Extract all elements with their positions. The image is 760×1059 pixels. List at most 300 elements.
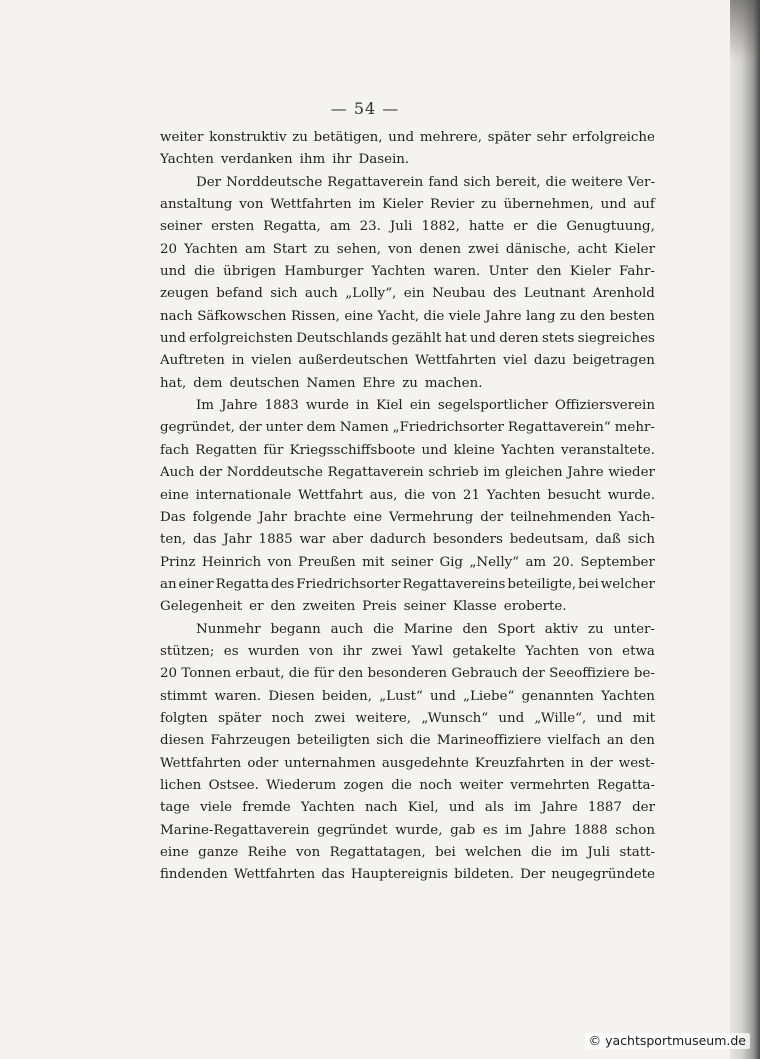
word: beiden, <box>321 688 373 704</box>
word: Ehre <box>362 375 396 391</box>
page-number: — 54 — <box>330 99 400 118</box>
word: Fahrzeugen <box>210 733 291 749</box>
word: fremde <box>242 800 291 816</box>
word: Fahr- <box>618 264 655 280</box>
word: Der <box>520 867 546 883</box>
page-edge-corner-shadow <box>730 0 760 60</box>
word: mehr- <box>614 420 655 436</box>
word: Preis <box>362 599 397 615</box>
word: eine <box>353 509 382 525</box>
word: eroberte. <box>503 599 567 615</box>
text-line <box>160 283 655 305</box>
word: unternahmen <box>284 755 376 771</box>
word: Juli <box>389 219 413 235</box>
word: nach <box>364 800 398 816</box>
word: und <box>421 442 448 458</box>
word: Genugtuung, <box>566 219 655 235</box>
text-line <box>160 395 655 417</box>
word: mit <box>362 554 385 570</box>
copyright-watermark: © yachtsportmuseum.de <box>585 1033 750 1049</box>
text-line <box>160 529 655 551</box>
word: hatte <box>468 219 505 235</box>
word: genannten <box>521 688 594 704</box>
word: Der <box>196 174 222 190</box>
word: betätigen, <box>313 130 383 145</box>
word: wurde <box>305 398 349 414</box>
word: später <box>218 710 262 726</box>
text-line <box>160 775 655 797</box>
word: Unter <box>488 264 529 280</box>
word: die <box>536 219 558 235</box>
word: zu <box>481 197 497 213</box>
word: Jahre <box>221 398 258 414</box>
word: bildeten. <box>454 867 514 883</box>
text-line <box>160 708 655 730</box>
word: Yawl <box>411 643 443 659</box>
word: Tonnen <box>181 666 232 682</box>
word: Regatten <box>195 442 258 458</box>
word: Namen <box>306 375 356 391</box>
word: Kieler <box>569 264 611 280</box>
word: besucht <box>547 487 601 503</box>
word: gezählt <box>391 331 442 347</box>
text-line <box>160 194 655 216</box>
word: einer <box>178 576 214 592</box>
word: Gelegenheit <box>160 599 243 615</box>
word: und <box>596 710 623 726</box>
word: wurden <box>247 643 300 659</box>
word: die <box>409 733 431 749</box>
word: ein <box>409 398 431 414</box>
word: besonders <box>433 532 503 548</box>
word: zwei <box>371 643 403 659</box>
word: „Liebe“ <box>463 688 515 704</box>
word: vielen <box>251 353 292 369</box>
word: Diesen <box>268 688 315 704</box>
word: west- <box>618 755 655 771</box>
word: und <box>498 710 525 726</box>
word: bereit, <box>495 174 541 190</box>
word: bedeutsam, <box>509 532 589 548</box>
word: ausgedehnte <box>381 755 469 771</box>
text-line <box>160 842 655 864</box>
word: von <box>239 197 264 213</box>
word: Yachten <box>525 643 580 659</box>
word: weitere, <box>355 710 412 726</box>
word: er <box>249 599 264 615</box>
word: Wettfahrten <box>233 867 316 883</box>
text-line <box>160 864 655 886</box>
word: Gebrauch <box>451 666 518 682</box>
word: von <box>308 643 334 659</box>
word: für <box>263 442 284 458</box>
word: be- <box>633 666 655 682</box>
word: aktiv <box>544 621 579 637</box>
word: weiter <box>160 130 204 145</box>
word: Wettfahrten <box>270 197 352 213</box>
word: 1885 <box>258 532 293 548</box>
word: am <box>329 219 351 235</box>
word: Klasse <box>452 599 497 615</box>
word: des <box>270 576 295 592</box>
word: wieder <box>608 465 655 481</box>
word: schon <box>615 822 655 838</box>
word: Wettfahrten <box>160 755 242 771</box>
word: Kieler <box>614 241 655 257</box>
word: Kieler <box>382 197 424 213</box>
word: diesen <box>160 733 205 749</box>
word: September <box>580 554 655 570</box>
word: 23. <box>359 219 381 235</box>
word: im <box>514 800 532 816</box>
word: beigetragen <box>572 353 655 369</box>
text-line <box>160 328 655 350</box>
word: seiner <box>403 599 446 615</box>
word: er <box>513 219 528 235</box>
word: in <box>356 398 369 414</box>
word: Namen <box>339 420 389 436</box>
text-line <box>160 797 655 819</box>
text-line <box>160 686 655 708</box>
word: am <box>244 241 266 257</box>
word: „Lust“ <box>379 688 423 704</box>
text-line <box>160 440 655 462</box>
word: später <box>487 130 531 145</box>
word: unter- <box>613 621 655 637</box>
word: dem <box>193 375 223 391</box>
word: zu <box>292 130 308 145</box>
word: in <box>570 755 584 771</box>
word: der <box>238 420 262 436</box>
text-line <box>160 619 655 641</box>
word: viel <box>503 353 528 369</box>
word: 20 <box>160 241 178 257</box>
word: das <box>193 532 217 548</box>
word: folgten <box>160 710 208 726</box>
word: der <box>480 509 504 525</box>
word: Wettfahrten <box>415 353 497 369</box>
word: den <box>338 666 364 682</box>
word: zweiten <box>302 599 356 615</box>
word: findenden <box>160 867 228 883</box>
word: Regattaverein <box>327 174 424 190</box>
text-line <box>160 216 655 238</box>
word: und <box>470 331 496 347</box>
text-line <box>160 507 655 529</box>
word: verdanken <box>220 152 293 168</box>
word: und <box>160 331 186 347</box>
word: und <box>160 264 186 280</box>
word: segelsportlicher <box>437 398 548 414</box>
text-line <box>160 663 655 685</box>
word: die <box>391 777 412 793</box>
word: gegründet <box>317 822 388 838</box>
text-line <box>160 239 655 261</box>
word: denen <box>419 241 462 257</box>
word: Marineoffiziere <box>436 733 542 749</box>
word: erfolgreichsten <box>189 331 293 347</box>
word: gab <box>450 822 476 838</box>
word: zeugen <box>160 286 209 302</box>
word: siegreiches <box>577 331 655 347</box>
word: erbaut, <box>235 666 285 682</box>
word: in <box>231 353 245 369</box>
text-line <box>160 127 655 149</box>
word: 21 <box>462 487 480 503</box>
word: aber <box>332 532 364 548</box>
word: dadurch <box>369 532 427 548</box>
word: ihr <box>342 643 362 659</box>
page-edge-shadow <box>730 0 760 1059</box>
word: sehr <box>536 130 567 145</box>
text-line <box>160 172 655 194</box>
word: befand <box>216 286 263 302</box>
word: Yacht, <box>377 308 420 324</box>
word: hat, <box>160 375 187 391</box>
word: eine <box>344 308 374 324</box>
word: Hauptereignis <box>350 867 448 883</box>
word: welchen <box>465 845 522 860</box>
word: Ver- <box>627 174 655 190</box>
word: bei <box>435 845 456 860</box>
word: tage <box>160 800 190 816</box>
word: Kreuzfahrten <box>474 755 565 771</box>
word: lichen <box>160 777 202 793</box>
word: den <box>580 308 606 324</box>
word: oder <box>247 755 279 771</box>
word: Arenhold <box>592 286 655 302</box>
word: es <box>482 822 498 838</box>
word: internationale <box>195 487 292 503</box>
word: zogen <box>343 777 384 793</box>
word: Yachten <box>160 152 214 168</box>
word: Seeoffiziere <box>549 666 630 682</box>
word: Wettfahrt <box>298 487 363 503</box>
word: und <box>388 130 415 145</box>
word: Vermehrung <box>388 509 474 525</box>
word: vielfach <box>547 733 601 749</box>
word: deutschen <box>229 375 300 391</box>
word: von <box>267 554 292 570</box>
word: war <box>299 532 326 548</box>
text-line <box>160 730 655 752</box>
text-line <box>160 149 655 171</box>
word: erfolgreiche <box>572 130 655 145</box>
word: seiner <box>160 219 203 235</box>
word: von <box>588 643 613 659</box>
word: zu <box>402 375 418 391</box>
word: Säfkowschen <box>197 308 287 324</box>
word: kleine <box>453 442 495 458</box>
word: weiter <box>459 777 503 793</box>
word: zwei <box>468 241 499 257</box>
word: dem <box>306 420 336 436</box>
word: noch <box>271 710 305 726</box>
word: für <box>313 666 334 682</box>
word: waren. <box>214 688 262 704</box>
word: Leutnant <box>523 286 586 302</box>
word: seiner <box>390 554 434 570</box>
word: ganze <box>198 845 239 860</box>
word: Heinrich <box>201 554 262 570</box>
word: zu <box>314 241 330 257</box>
word: stets <box>541 331 575 347</box>
word: fach <box>160 442 190 458</box>
word: mehrere, <box>419 130 482 145</box>
word: besonderen <box>367 666 448 682</box>
word: am <box>525 554 547 570</box>
word: der <box>632 800 655 816</box>
word: im <box>561 845 579 860</box>
text-line <box>160 350 655 372</box>
text-line <box>160 753 655 775</box>
text-line <box>160 485 655 507</box>
word: nach <box>160 308 193 324</box>
word: dänische, <box>505 241 571 257</box>
word: die <box>530 845 552 860</box>
word: die <box>423 308 445 324</box>
word: Yachten <box>601 688 655 704</box>
word: wurde, <box>395 822 443 838</box>
word: stützen; <box>160 643 215 659</box>
word: ihr <box>332 152 352 168</box>
word: „Wunsch“ <box>421 710 489 726</box>
word: zu <box>587 621 604 637</box>
word: Jahre <box>485 308 522 324</box>
word: auf <box>633 197 655 213</box>
word: Yachten <box>371 264 426 280</box>
word: weitere <box>571 174 623 190</box>
word: Start <box>272 241 308 257</box>
word: Norddeutsche <box>226 465 323 481</box>
word: besten <box>609 308 655 324</box>
word: von <box>295 845 321 860</box>
word: beteiligte, <box>507 576 577 592</box>
word: statt- <box>619 845 655 860</box>
word: übernehmen, <box>503 197 594 213</box>
word: zwei <box>314 710 346 726</box>
word: zu <box>559 308 576 324</box>
word: den <box>462 621 488 637</box>
word: Regatta- <box>597 777 655 793</box>
word: Offiziersverein <box>554 398 655 414</box>
word: anstaltung <box>160 197 233 213</box>
word: Auch <box>160 465 195 481</box>
word: von <box>388 241 413 257</box>
word: den <box>629 733 655 749</box>
word: Revier <box>429 197 475 213</box>
word: daß <box>595 532 621 548</box>
word: bei <box>578 576 599 592</box>
word: von <box>431 487 457 503</box>
word: wurde. <box>607 487 655 503</box>
word: schrieb <box>428 465 479 481</box>
word: sich <box>627 532 655 548</box>
word: sich <box>376 733 404 749</box>
text-line <box>160 417 655 439</box>
text-line <box>160 574 655 596</box>
word: 1882, <box>421 219 460 235</box>
text-line <box>160 373 655 395</box>
word: brachte <box>293 509 347 525</box>
word: Kriegsschiffsboote <box>289 442 416 458</box>
word: 20. <box>552 554 574 570</box>
word: Dasein. <box>358 152 410 168</box>
word: Preußen <box>298 554 356 570</box>
word: außerdeutschen <box>298 353 409 369</box>
word: Marine <box>403 621 453 637</box>
word: und <box>430 688 456 704</box>
word: die <box>373 621 394 637</box>
word: Ostsee. <box>208 777 259 793</box>
word: machen. <box>424 375 483 391</box>
word: im <box>358 197 376 213</box>
word: Rissen, <box>290 308 340 324</box>
word: viele <box>448 308 481 324</box>
word: viele <box>200 800 233 816</box>
word: etwa <box>622 643 655 659</box>
word: Neubau <box>432 286 486 302</box>
word: im <box>505 822 523 838</box>
word: Kiel <box>376 398 403 414</box>
word: Jahre <box>541 800 578 816</box>
word: hat <box>444 331 467 347</box>
word: folgende <box>192 509 252 525</box>
word: Prinz <box>160 554 196 570</box>
word: unter <box>265 420 303 436</box>
word: acht <box>577 241 608 257</box>
word: Gig <box>439 554 464 570</box>
word: „Nelly“ <box>469 554 520 570</box>
word: Deutschlands <box>296 331 389 347</box>
word: und <box>600 197 627 213</box>
word: Yachten <box>486 487 541 503</box>
word: die <box>404 487 426 503</box>
word: sich <box>270 286 298 302</box>
word: mit <box>632 710 655 726</box>
word: aus, <box>369 487 398 503</box>
word: das <box>321 867 345 883</box>
word: eine <box>160 845 189 860</box>
text-line <box>160 596 655 618</box>
word: Jahre <box>529 822 567 838</box>
word: es <box>223 643 239 659</box>
word: an <box>160 576 177 592</box>
word: begann <box>270 621 321 637</box>
word: ten, <box>160 532 187 548</box>
word: Jahr <box>223 532 252 548</box>
word: den <box>270 599 296 615</box>
word: den <box>536 264 562 280</box>
word: des <box>492 286 517 302</box>
word: waren. <box>433 264 481 280</box>
word: welcher <box>600 576 655 592</box>
word: an <box>606 733 624 749</box>
word: Yachten <box>500 442 555 458</box>
word: sich <box>463 174 491 190</box>
word: ersten <box>211 219 255 235</box>
word: Juli <box>587 845 611 860</box>
text-line <box>160 462 655 484</box>
word: eine <box>160 487 189 503</box>
text-line <box>160 306 655 328</box>
word: vermehrten <box>510 777 590 793</box>
word: Regatta, <box>263 219 321 235</box>
word: getakelte <box>452 643 516 659</box>
word: Regattaverein“ <box>507 420 611 436</box>
word: dazu <box>533 353 567 369</box>
word: deren <box>499 331 539 347</box>
